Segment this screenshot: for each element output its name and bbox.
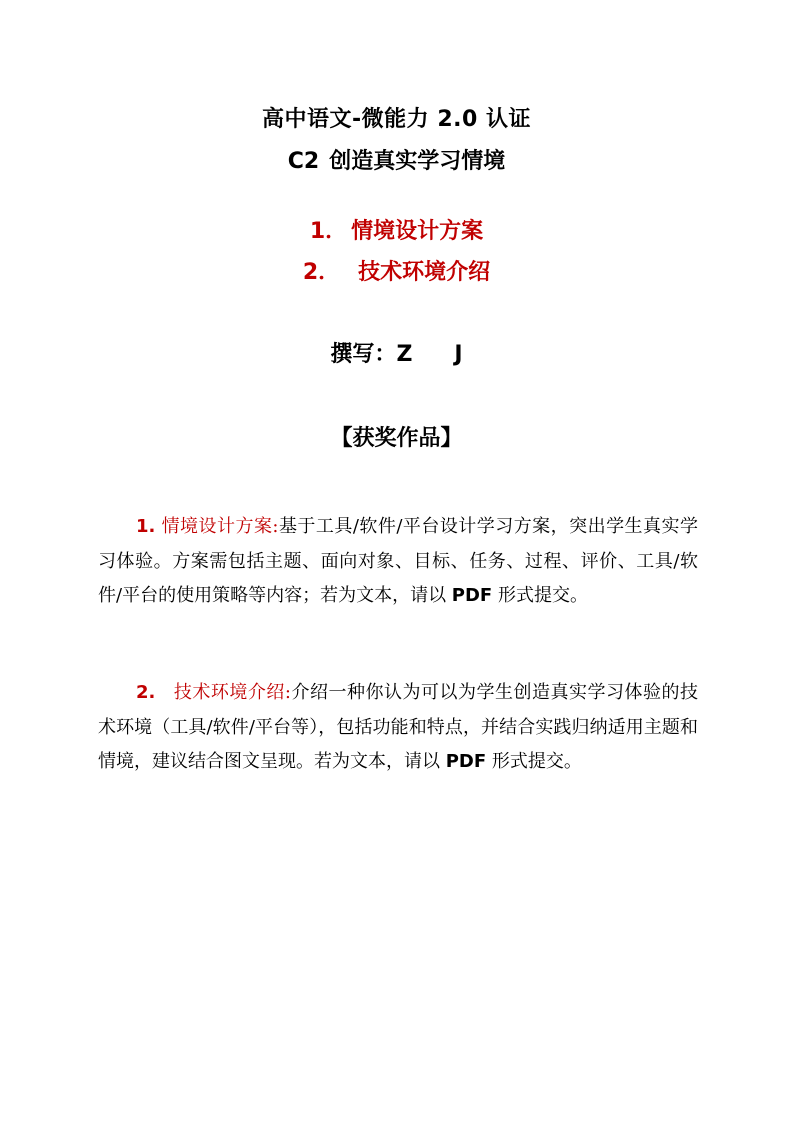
description-paragraph-2 <box>98 676 698 780</box>
document-subtitle <box>0 146 793 178</box>
paragraph-text: 基于工具/软件/平台设计学习方案，突出学生真实学习体验。方案需包括主题、面向对象、目标、任务、过程、评价、工具/软件/平台的使用策略等内容；若为文本，请以 <box>98 516 698 606</box>
award-label: 【获奖作品】 <box>330 426 463 451</box>
deliverable-label: 情境设计方案 <box>351 219 484 244</box>
deliverable-item-1 <box>0 216 793 248</box>
paragraph-text: 介绍一种你认为可以为学生创造真实学习体验的技术环境（工具/软件/平台等），包括功能和特点，并结合实践归纳适用主题和情境，建议结合图文呈现。若为文本，请以 <box>98 682 698 772</box>
paragraph-number: 2. <box>136 682 156 703</box>
author-name-first: Z <box>396 342 413 367</box>
paragraph-text-end: 形式提交。 <box>492 585 588 606</box>
paragraph-number: 1. <box>136 516 156 537</box>
deliverable-number: 1． <box>309 219 348 244</box>
subtitle-text: 创造真实学习情境 <box>329 149 506 174</box>
author-line <box>0 339 793 371</box>
author-name-last: J <box>454 342 463 367</box>
deliverable-number: 2． <box>302 260 341 285</box>
author-label: 撰写： <box>330 342 397 367</box>
paragraph-heading: 情境设计方案: <box>161 516 279 537</box>
paragraph-text-end: 形式提交。 <box>486 751 582 772</box>
deliverable-label: 技术环境介绍 <box>358 260 491 285</box>
description-paragraph-1 <box>98 510 698 614</box>
course-code: C2 <box>287 149 320 174</box>
file-format: PDF <box>451 585 493 606</box>
file-format: PDF <box>445 751 487 772</box>
document-title: 高中语文-微能力 2.0 认证 <box>262 107 531 132</box>
deliverable-item-2 <box>0 257 793 289</box>
paragraph-heading: 技术环境介绍: <box>173 682 291 703</box>
